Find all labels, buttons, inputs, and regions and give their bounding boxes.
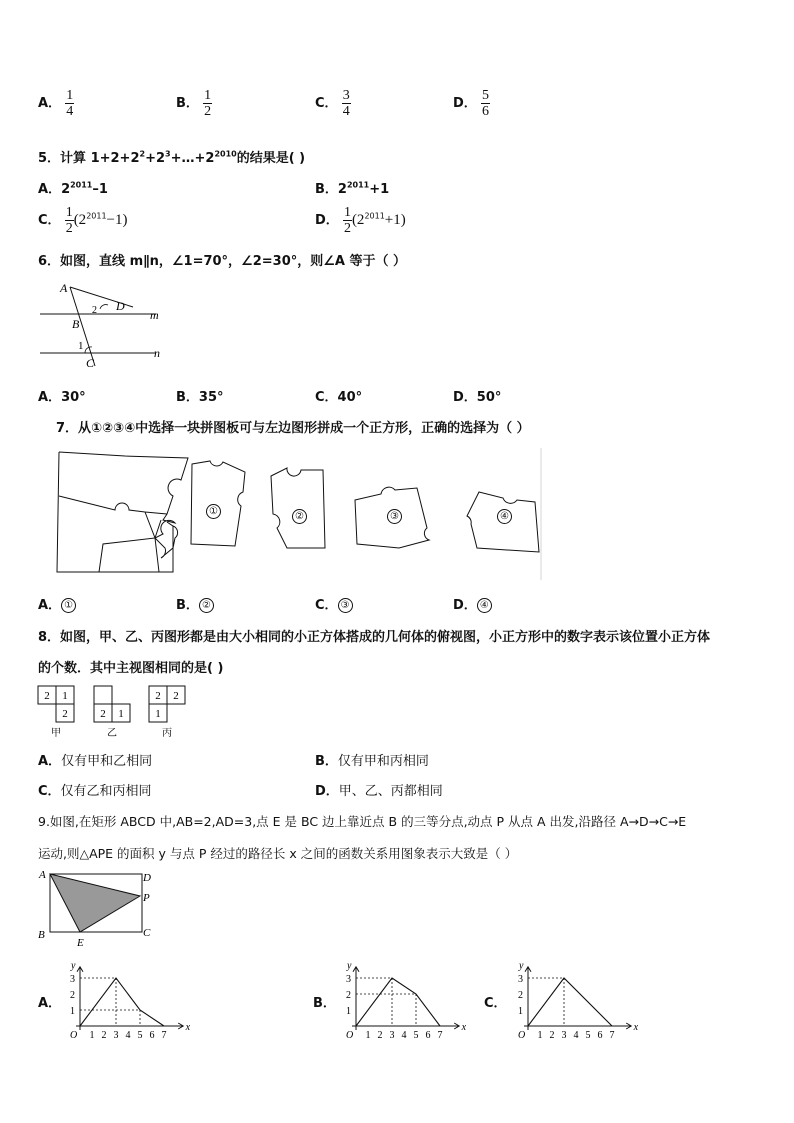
x-tick-label: 1 [537, 1030, 543, 1041]
y-axis-label: y [71, 960, 76, 972]
series-line [80, 978, 164, 1026]
label-m: m [150, 308, 159, 322]
q6-figure [38, 276, 178, 368]
label-c: C [86, 356, 95, 368]
label-d: D [143, 872, 151, 884]
label-n: n [154, 346, 160, 360]
label-angle-2: 2 [92, 305, 97, 316]
y-axis-label: y [347, 960, 352, 972]
label-e: E [77, 937, 84, 948]
q5-option-c[interactable]: C． $\frac{1}{2}$ $(2^{2011}-1)$ [38, 205, 128, 236]
x-axis-label: x [461, 1022, 466, 1033]
q6-option-b[interactable]: B．35° [176, 390, 224, 405]
svg-text:1: 1 [62, 690, 68, 702]
q5-stem: 5．计算 $1+2+2^2+2^3+\dots+2^{2010}$的结果是( ) [38, 149, 306, 166]
piece-4-label: ④ [497, 509, 512, 524]
label-a: A [39, 869, 46, 881]
svg-text:1: 1 [118, 708, 124, 720]
x-tick-label: 5 [585, 1030, 591, 1041]
fraction: $\frac{5}{6}$ [481, 88, 489, 119]
label-b: B [38, 929, 45, 941]
y-tick-label: 1 [346, 1006, 351, 1017]
yi-caption: 乙 [107, 728, 117, 739]
fraction: $\frac{1}{4}$ [66, 88, 74, 119]
label-d: D [116, 299, 125, 313]
x-tick-label: 6 [425, 1030, 431, 1041]
puzzle-cut-1 [59, 496, 167, 514]
q4-option-c[interactable]: C． $\frac{3}{4}$ [315, 88, 350, 119]
y-tick-label: 3 [518, 974, 523, 985]
svg-text:2: 2 [173, 690, 179, 702]
x-tick-label: 7 [609, 1030, 615, 1041]
q9-stem-line2: 运动,则△APE 的面积 y 与点 P 经过的路径长 x 之间的函数关系用图象表示大致是（ ） [38, 846, 518, 861]
q8-option-d[interactable]: D．甲、乙、丙都相同 [315, 784, 443, 799]
q6-option-a[interactable]: A．30° [38, 390, 86, 405]
piece-3-label: ③ [387, 509, 402, 524]
q9-rectangle-figure [36, 866, 166, 948]
x-tick-label: 7 [161, 1030, 167, 1041]
q5-option-d[interactable]: D． $\frac{1}{2}$ $(2^{2011}+1)$ [315, 205, 406, 236]
x-tick-label: 6 [597, 1030, 603, 1041]
q9-graph-c[interactable] [508, 956, 638, 1044]
x-tick-label: 1 [365, 1030, 371, 1041]
origin-label: O [70, 1030, 78, 1041]
x-tick-label: 5 [137, 1030, 143, 1041]
q8-stem-line2: 的个数．其中主视图相同的是( ) [38, 661, 224, 676]
q5-option-b[interactable]: B．$2^{2011}+1$ [315, 180, 390, 197]
fraction: $\frac{1}{2}$ [65, 205, 73, 236]
fraction: $\frac{1}{2}$ [204, 88, 212, 119]
q4-option-d[interactable]: D． $\frac{5}{6}$ [453, 88, 489, 119]
q8-figure [36, 684, 196, 740]
q9-graph-a-label[interactable]: A． [38, 996, 62, 1011]
q5-option-a[interactable]: A．$2^{2011}-1$ [38, 180, 108, 197]
y-tick-label: 2 [518, 990, 523, 1001]
piece-2-label: ② [292, 509, 307, 524]
label-c: C [143, 927, 151, 939]
q7-option-b[interactable]: B． ② [176, 594, 214, 613]
q4-option-a[interactable]: A． $\frac{1}{4}$ [38, 88, 74, 119]
x-tick-label: 6 [149, 1030, 155, 1041]
svg-text:2: 2 [100, 708, 106, 720]
label-p: P [143, 892, 150, 904]
q9-graph-c-label[interactable]: C． [484, 996, 507, 1011]
x-tick-label: 3 [113, 1030, 119, 1041]
q9-stem-line1: 9.如图,在矩形 ABCD 中,AB=2,AD=3,点 E 是 BC 边上靠近点 B 的三等分点,动点 P 从点 A 出发,沿路径 A→D→C→E [38, 814, 687, 829]
puzzle-cut-2 [99, 512, 155, 572]
piece-1-label: ① [206, 504, 221, 519]
series-line [356, 978, 440, 1026]
x-tick-label: 2 [101, 1030, 107, 1041]
svg-text:2: 2 [44, 690, 50, 702]
y-tick-label: 2 [70, 990, 75, 1001]
q9-graph-a[interactable] [60, 956, 190, 1044]
x-tick-label: 4 [573, 1030, 579, 1041]
x-tick-label: 5 [413, 1030, 419, 1041]
y-axis-label: y [519, 960, 524, 972]
y-tick-label: 1 [70, 1006, 75, 1017]
label-a: A [60, 281, 68, 295]
x-tick-label: 7 [437, 1030, 443, 1041]
q7-option-c[interactable]: C． ③ [315, 594, 353, 613]
q6-option-d[interactable]: D．50° [453, 390, 502, 405]
label-b: B [72, 317, 80, 331]
x-tick-label: 4 [125, 1030, 131, 1041]
q7-stem: 7．从①②③④中选择一块拼图板可与左边图形拼成一个正方形，正确的选择为（ ） [56, 421, 530, 436]
q8-stem-line1: 8．如图，甲、乙、丙图形都是由大小相同的小正方体搭成的几何体的俯视图，小正方形中的数字表示该位置小正方体 [38, 630, 711, 645]
x-tick-label: 3 [389, 1030, 395, 1041]
y-tick-label: 1 [518, 1006, 523, 1017]
q6-option-c[interactable]: C．40° [315, 390, 363, 405]
y-tick-label: 2 [346, 990, 351, 1001]
q4-option-b[interactable]: B． $\frac{1}{2}$ [176, 88, 212, 119]
origin-label: O [518, 1030, 526, 1041]
x-tick-label: 2 [549, 1030, 555, 1041]
q7-option-a[interactable]: A． ① [38, 594, 76, 613]
q8-option-c[interactable]: C．仅有乙和丙相同 [38, 784, 152, 799]
svg-text:2: 2 [62, 708, 68, 720]
q7-option-d[interactable]: D． ④ [453, 594, 492, 613]
y-tick-label: 3 [346, 974, 351, 985]
yi-cell-top [94, 686, 112, 704]
fraction: $\frac{1}{2}$ [343, 205, 351, 236]
y-tick-label: 3 [70, 974, 75, 985]
fraction: $\frac{3}{4}$ [342, 88, 350, 119]
bing-caption: 丙 [162, 728, 172, 739]
x-tick-label: 4 [401, 1030, 407, 1041]
svg-text:2: 2 [155, 690, 161, 702]
x-tick-label: 2 [377, 1030, 383, 1041]
q8-option-a[interactable]: A．仅有甲和乙相同 [38, 754, 153, 769]
q9-graph-b[interactable] [336, 956, 466, 1044]
triangle-ape [50, 874, 140, 932]
x-tick-label: 3 [561, 1030, 567, 1041]
series-line [528, 978, 612, 1026]
angle-2-arc [100, 305, 108, 309]
origin-label: O [346, 1030, 354, 1041]
x-axis-label: x [633, 1022, 638, 1033]
q9-graph-b-label[interactable]: B． [313, 996, 336, 1011]
svg-text:1: 1 [155, 708, 161, 720]
jia-caption: 甲 [51, 728, 61, 739]
label-angle-1: 1 [78, 340, 84, 352]
x-tick-label: 1 [89, 1030, 95, 1041]
q6-stem: 6．如图，直线 m∥n，∠1=70°，∠2=30°，则∠A 等于（ ） [38, 254, 407, 269]
piece-2 [271, 468, 325, 548]
q8-option-b[interactable]: B．仅有甲和丙相同 [315, 754, 429, 769]
x-axis-label: x [185, 1022, 190, 1033]
